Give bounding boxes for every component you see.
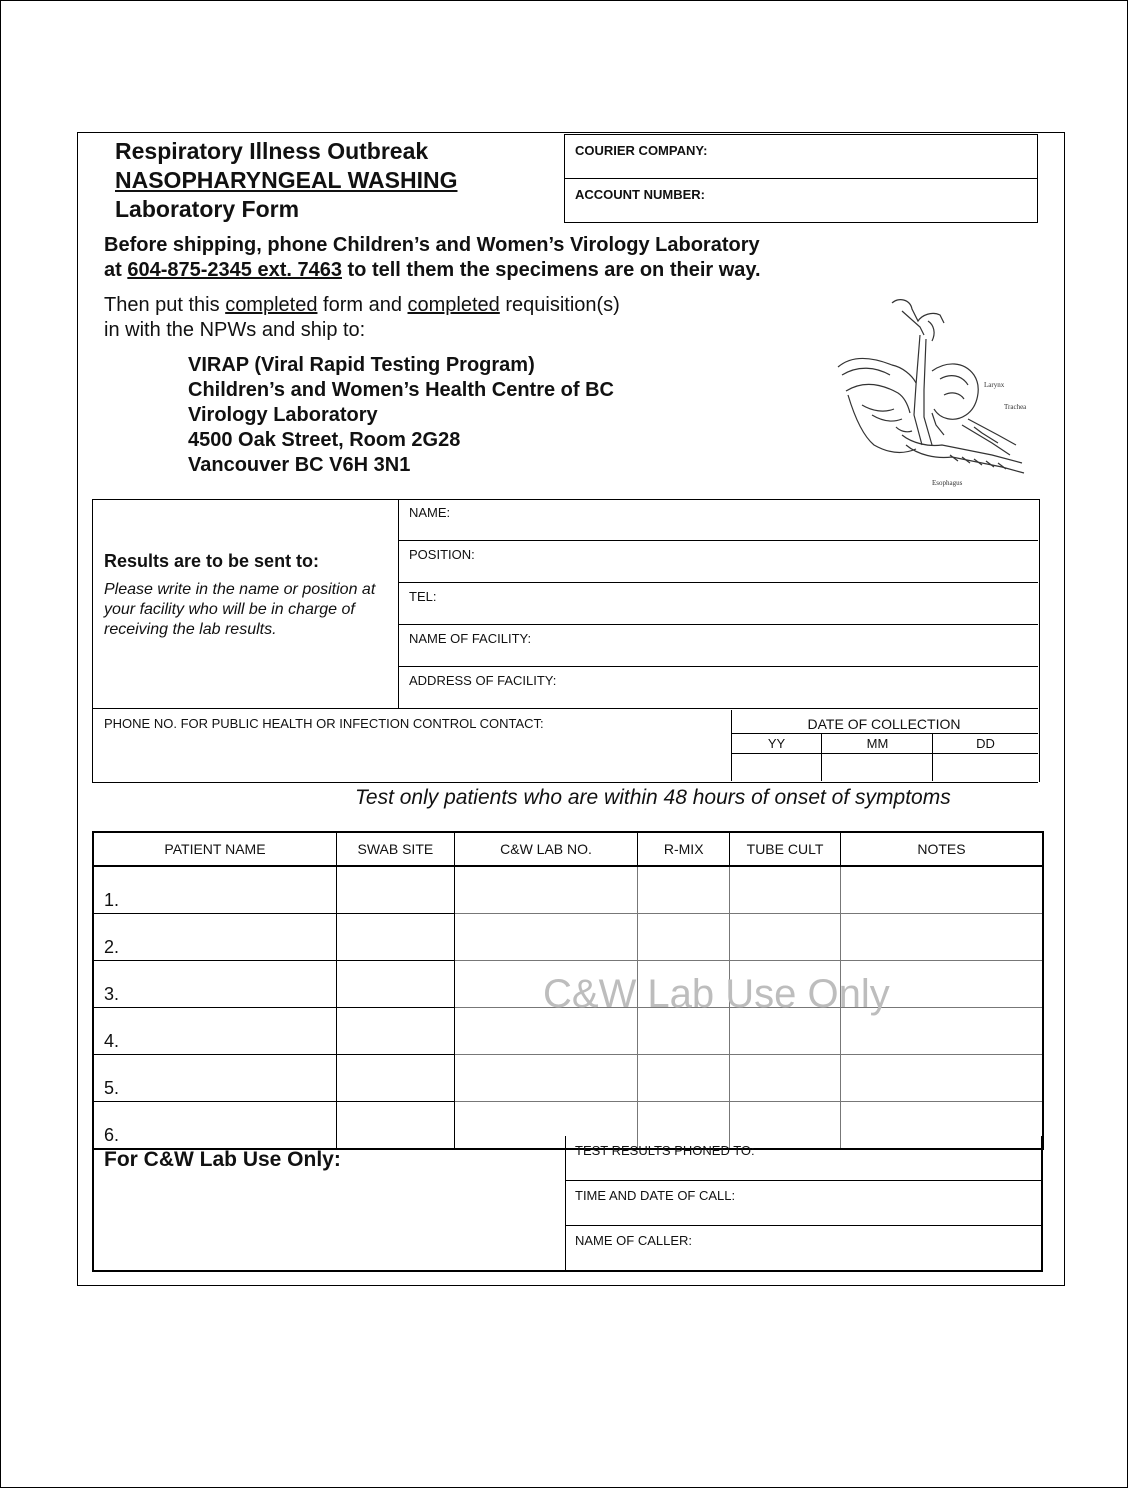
packing-text-1: Then put this [104,294,226,316]
courier-company-label: COURIER COMPANY: [575,143,708,158]
packing-completed-1: completed [225,294,318,316]
date-dd-header: DD [932,733,1038,754]
facility-name-label: NAME OF FACILITY: [409,631,532,646]
table-row [93,914,1043,961]
patient-name-cell[interactable]: 2. [93,914,336,961]
patient-name-cell[interactable]: 1. [93,866,336,914]
date-yy-input[interactable] [731,754,821,781]
account-number-field[interactable] [565,178,1037,221]
packing-instructions [104,293,620,343]
instruction-prefix: at [104,259,128,281]
address-line-3: Virology Laboratory [188,404,378,426]
results-phoned-to-field[interactable] [565,1136,1042,1181]
table-row [93,1055,1043,1102]
address-line-4: 4500 Oak Street, Room 2G28 [188,429,461,451]
cw-lab-no-cell [454,914,638,961]
notes-cell [840,1055,1043,1102]
cw-lab-no-cell [454,866,638,914]
date-dd-input[interactable] [932,754,1038,781]
patient-name-cell[interactable]: 5. [93,1055,336,1102]
cw-lab-no-cell [454,1055,638,1102]
call-time-date-label: TIME AND DATE OF CALL: [575,1188,736,1203]
lab-phone-number: 604-875-2345 ext. 7463 [127,259,342,281]
swab-site-cell[interactable] [336,914,454,961]
packing-text-3: requisition(s) [499,294,620,316]
col-tube-cult: TUBE CULT [730,832,841,866]
r-mix-cell [638,914,730,961]
account-number-label: ACCOUNT NUMBER: [575,187,705,202]
patient-name-cell[interactable]: 4. [93,1008,336,1055]
courier-box [564,134,1038,223]
title-line-1: Respiratory Illness Outbreak [115,138,429,164]
tel-field[interactable] [398,583,1038,625]
testing-criteria-note: Test only patients who are within 48 hours of onset of symptoms [355,786,951,809]
patient-name-cell[interactable]: 3. [93,961,336,1008]
lab-use-heading: For C&W Lab Use Only: [104,1148,341,1171]
courier-company-field[interactable] [565,135,1037,178]
larynx-label: Larynx [984,381,1005,389]
facility-address-label: ADDRESS OF FACILITY: [409,673,557,688]
tel-field-label: TEL: [409,589,437,604]
tube-cult-cell [730,914,841,961]
title-line-3: Laboratory Form [115,196,300,222]
results-phoned-to-label: TEST RESULTS PHONED TO: [575,1143,755,1158]
title-line-2: NASOPHARYNGEAL WASHING [115,167,458,193]
col-notes: NOTES [840,832,1043,866]
swab-site-cell[interactable] [336,1008,454,1055]
notes-cell [840,914,1043,961]
col-r-mix: R-MIX [638,832,730,866]
date-yy-header: YY [731,733,822,754]
instruction-line-2 [104,258,761,283]
results-note: Please write in the name or position at your facility who will be in charge of receiving the lab results. [104,581,376,638]
lab-use-watermark: C&W Lab Use Only [543,972,890,1016]
facility-address-field[interactable] [398,667,1038,709]
col-swab-site: SWAB SITE [336,832,454,866]
col-cw-lab-no: C&W LAB NO. [454,832,638,866]
shipping-instructions [104,233,761,283]
swab-site-cell[interactable] [336,1055,454,1102]
public-health-phone-field[interactable] [92,735,730,780]
tube-cult-cell [730,1055,841,1102]
call-time-date-field[interactable] [565,1181,1042,1226]
packing-line-1 [104,293,620,318]
ship-to-address [188,353,614,478]
name-field[interactable] [398,499,1038,541]
name-field-label: NAME: [409,505,451,520]
esophagus-label: Esophagus [932,479,963,487]
date-mm-header: MM [821,733,933,754]
facility-name-field[interactable] [398,625,1038,667]
trachea-label: Trachea [1004,403,1027,411]
public-health-phone-label: PHONE NO. FOR PUBLIC HEALTH OR INFECTION CONTROL CONTACT: [104,716,544,731]
caller-name-field[interactable] [565,1226,1042,1271]
date-of-collection-title: DATE OF COLLECTION [807,716,961,732]
swab-site-cell[interactable] [336,866,454,914]
packing-line-2: in with the NPWs and ship to: [104,319,366,341]
instruction-line-1: Before shipping, phone Children’s and Women’s Virology Laboratory [104,234,760,256]
col-patient-name: PATIENT NAME [93,832,336,866]
address-line-1: VIRAP (Viral Rapid Testing Program) [188,354,535,376]
nasopharyngeal-anatomy-illustration [832,295,1037,490]
table-header-row [93,832,1043,866]
swab-site-cell[interactable] [336,961,454,1008]
form-title [115,137,457,224]
caller-name-label: NAME OF CALLER: [575,1233,693,1248]
results-heading: Results are to be sent to: [104,551,320,571]
table-row [93,866,1043,914]
date-mm-input[interactable] [821,754,933,781]
address-line-2: Children’s and Women’s Health Centre of BC [188,379,614,401]
r-mix-cell [638,1055,730,1102]
position-field[interactable] [398,541,1038,583]
position-field-label: POSITION: [409,547,475,562]
address-line-5: Vancouver BC V6H 3N1 [188,454,411,476]
packing-completed-2: completed [407,294,500,316]
patient-name-cell[interactable]: 6. [93,1102,336,1150]
notes-cell [840,866,1043,914]
packing-text-2: form and [317,294,408,316]
tube-cult-cell [730,866,841,914]
instruction-suffix: to tell them the specimens are on their way. [341,259,761,281]
r-mix-cell [638,866,730,914]
